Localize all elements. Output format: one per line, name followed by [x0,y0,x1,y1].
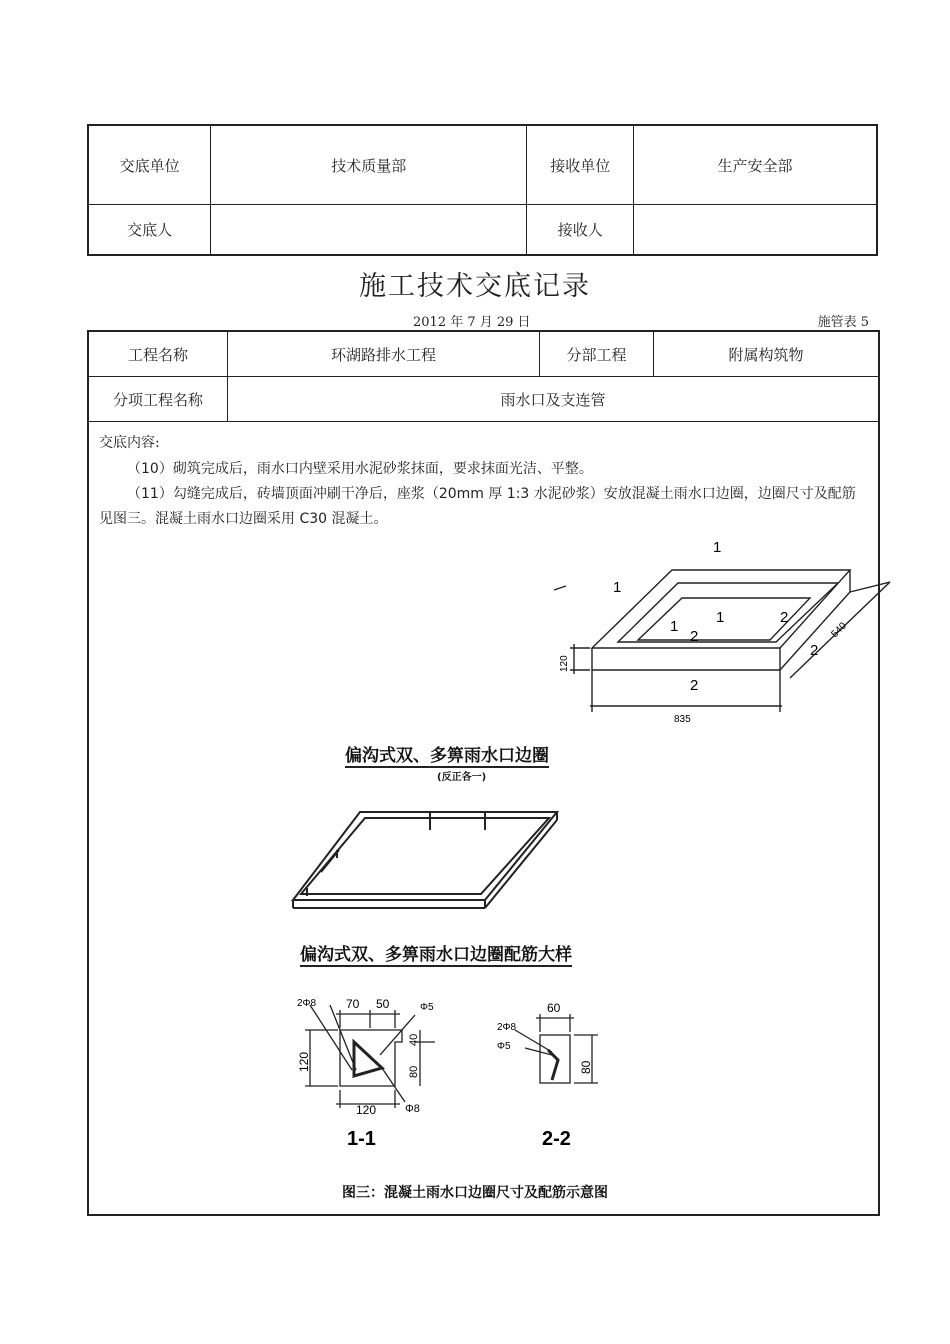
subitem-row [89,377,878,422]
figure-caption: 图三：混凝土雨水口边圈尺寸及配筋示意图 [342,1185,608,1201]
mark-2-inner: 2 [690,628,699,645]
project-row [89,332,878,377]
s1-phi8-label: Φ8 [405,1103,420,1115]
s2-stirrup-label: Φ5 [497,1041,511,1052]
mark-1-inner-left: 1 [670,618,679,635]
mark-1-inner: 1 [716,609,725,626]
division-value: 附属构筑物 [728,345,804,364]
document-date: 2012 年 7 月 29 日 [413,315,531,330]
s1-stirrup-label: Φ5 [420,1002,434,1013]
project-name-label: 工程名称 [89,332,228,376]
s1-dim-40: 40 [408,1033,420,1046]
rebar-cage-drawing [285,800,565,915]
form-number: 施管表 5 [817,315,869,330]
s1-dim-50: 50 [376,997,390,1011]
mark-2-right: 2 [780,609,789,626]
document-title: 施工技术交底记录 [359,271,591,302]
s2-bars-label: 2Φ8 [497,1022,517,1033]
frame-drawing-subtitle: (反正各一) [437,772,487,783]
content-paragraph-10: （10）砌筑完成后，雨水口内壁采用水泥砂浆抹面，要求抹面光洁、平整。 [127,461,593,477]
s2-dim-80: 80 [579,1060,593,1074]
rebar-drawing-title: 偏沟式双、多箅雨水口边圈配筋大样 [300,940,572,967]
mark-2-bottom: 2 [690,677,699,694]
handover-person-label: 交底人 [88,205,211,256]
handover-unit-value: 技术质量部 [211,125,527,205]
handover-person-value [211,205,527,256]
mark-1-left: 1 [613,579,622,596]
section-2-2-label: 2-2 [542,1128,571,1150]
division-label: 分部工程 [540,332,654,376]
s1-dim-70: 70 [346,997,360,1011]
rebar-sections-drawing [290,990,620,1160]
section-1-1-label: 1-1 [347,1128,376,1150]
frame-drawing-title: 偏沟式双、多箅雨水口边圈 [345,741,549,768]
receiver-label: 接收人 [527,205,634,256]
mark-1-top: 1 [713,539,722,556]
dim-width-835: 835 [674,714,691,725]
receiver-value [634,205,877,256]
s1-dim-80: 80 [408,1065,420,1078]
s2-dim-60: 60 [547,1001,561,1015]
subitem-label: 分项工程名称 [89,377,228,421]
project-name-value: 环湖路排水工程 [228,332,540,376]
s1-dim-120-height: 120 [297,1051,311,1072]
receiving-unit-label: 接收单位 [527,125,634,205]
signoff-table [87,124,878,256]
content-label: 交底内容: [99,435,160,451]
subitem-value: 雨水口及支连管 [500,390,606,409]
dim-depth-540: 540 [829,620,849,641]
s1-bars-label: 2Φ8 [297,998,317,1009]
frame-isometric-drawing [270,530,849,730]
mark-2-front: 2 [810,642,819,659]
receiving-unit-value: 生产安全部 [634,125,877,205]
handover-unit-label: 交底单位 [88,125,211,205]
dim-height-120: 120 [559,655,570,672]
content-paragraph-11: （11）勾缝完成后，砖墙顶面冲刷干净后，座浆（20mm 厚 1:3 水泥砂浆）安放混凝土雨水口边圈，边圈尺寸及配筋见图三。混凝土雨水口边圈采用 C30 混凝土。 [99,486,856,527]
s1-dim-120-width: 120 [356,1103,377,1117]
